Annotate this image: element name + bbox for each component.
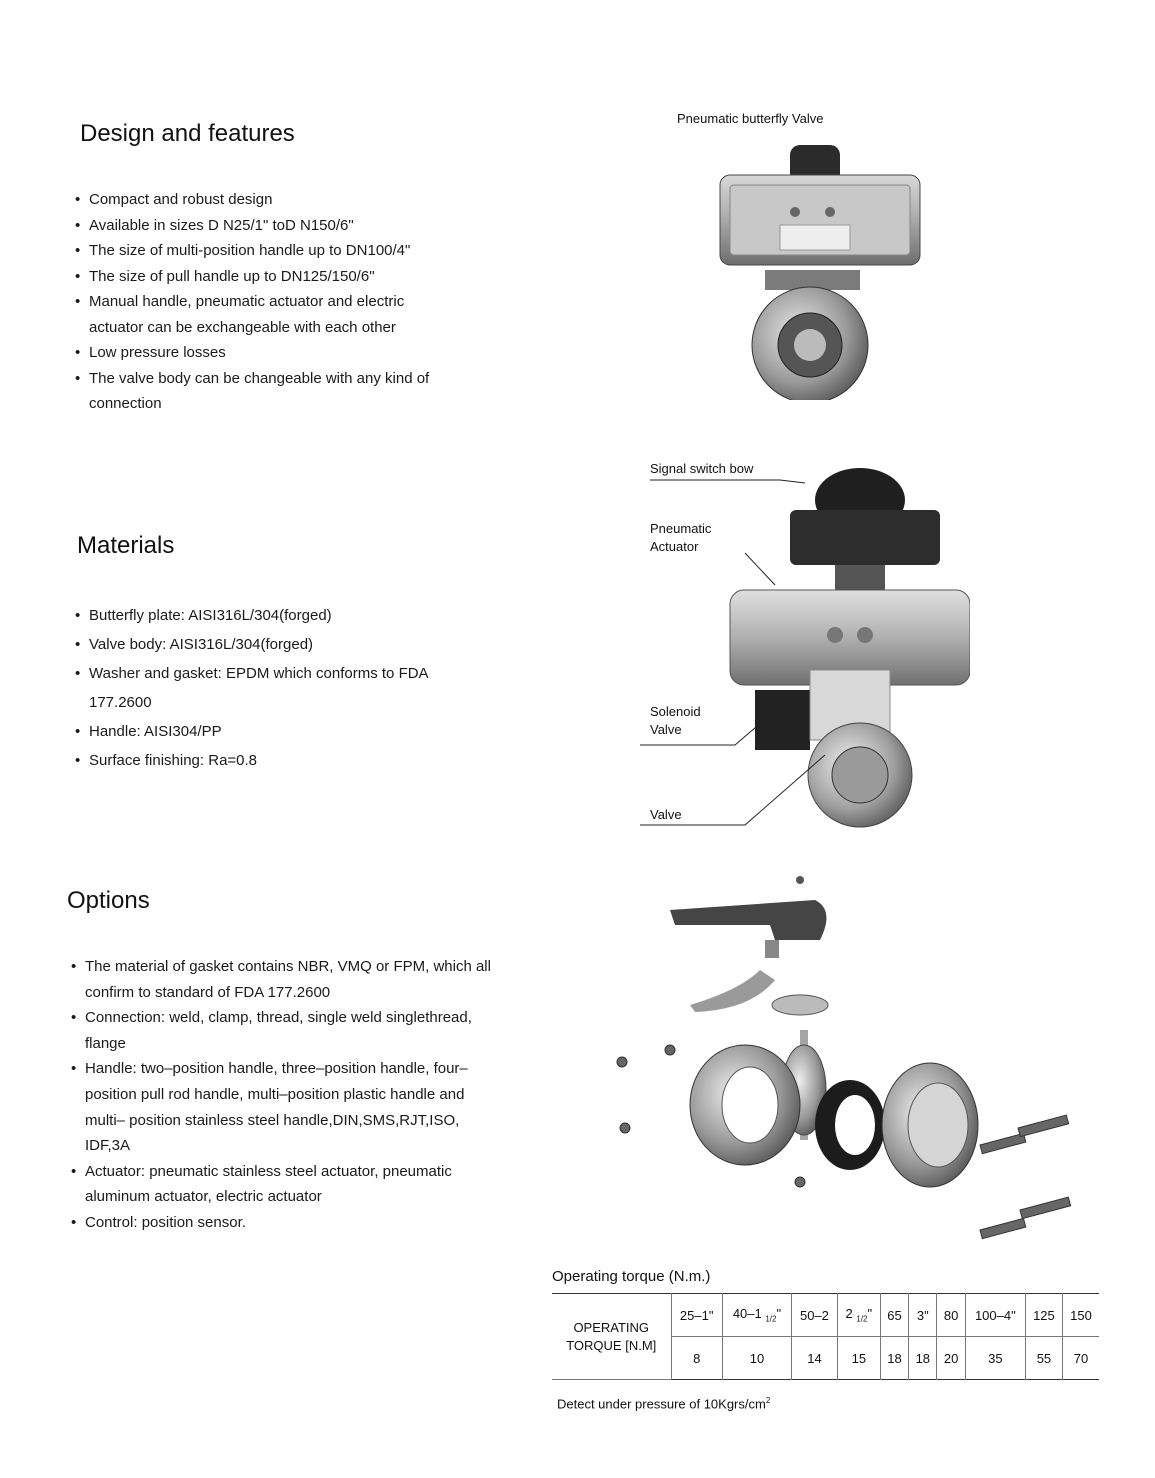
list-item: • Control: position sensor. bbox=[71, 1210, 491, 1236]
list-item: • Compact and robust design bbox=[75, 187, 455, 213]
size-cell: 25–1" bbox=[671, 1294, 722, 1337]
torque-value: 70 bbox=[1062, 1337, 1099, 1380]
torque-value: 18 bbox=[909, 1337, 937, 1380]
label-actuator-line2: Actuator bbox=[650, 539, 699, 554]
row-label-line2: TORQUE [N.M] bbox=[566, 1337, 657, 1353]
size-cell: 125 bbox=[1025, 1294, 1062, 1337]
torque-value: 35 bbox=[965, 1337, 1025, 1380]
size-cell: 2 $_{1/2}$" bbox=[837, 1294, 880, 1337]
torque-value: 8 bbox=[671, 1337, 722, 1380]
list-item: • Surface finishing: Ra=0.8 bbox=[75, 746, 435, 775]
list-item: • The size of multi-position handle up to DN100/4" bbox=[75, 238, 455, 264]
list-item: • Handle: two–position handle, three–position handle, four–position pull rod handle, multi–position plastic handle and multi– position stainless steel handle,DIN,SMS,RJT,ISO, IDF,3A bbox=[71, 1056, 491, 1158]
options-list bbox=[71, 954, 491, 1236]
list-item: • Available in sizes D N25/1" toD N150/6" bbox=[75, 213, 455, 239]
pneumatic-valve-illustration bbox=[700, 140, 940, 400]
torque-value: 15 bbox=[837, 1337, 880, 1380]
row-label-line1: OPERATING bbox=[573, 1319, 650, 1335]
list-item: • The size of pull handle up to DN125/150/6" bbox=[75, 264, 455, 290]
size-cell: 3" bbox=[909, 1294, 937, 1337]
list-item: • Low pressure losses bbox=[75, 340, 455, 366]
size-cell: 40–1 $_{1/2}$" bbox=[722, 1294, 791, 1337]
size-cell: 150 bbox=[1062, 1294, 1099, 1337]
torque-note: Detect under pressure of $10Kgrs/cm^2$ bbox=[557, 1396, 771, 1412]
list-item: • Washer and gasket: EPDM which conforms to FDA 177.2600 bbox=[75, 659, 435, 717]
list-item: • Actuator: pneumatic stainless steel actuator, pneumatic aluminum actuator, electric actuator bbox=[71, 1159, 491, 1210]
exploded-view-illustration bbox=[600, 870, 1090, 1250]
list-item: • Handle: AISI304/PP bbox=[75, 717, 435, 746]
list-item: • Butterfly plate: AISI316L/304(forged) bbox=[75, 601, 435, 630]
torque-value: 14 bbox=[792, 1337, 838, 1380]
label-solenoid-line2: Valve bbox=[650, 722, 682, 737]
label-solenoid-line1: Solenoid bbox=[650, 704, 701, 719]
torque-value: 18 bbox=[880, 1337, 908, 1380]
size-cell: 100–4" bbox=[965, 1294, 1025, 1337]
label-signal-switch: Signal switch bow bbox=[650, 461, 754, 476]
torque-table bbox=[552, 1293, 1099, 1380]
size-cell: 80 bbox=[937, 1294, 965, 1337]
table-row bbox=[552, 1294, 1099, 1337]
actuator-assembly-illustration bbox=[640, 455, 970, 845]
design-title: Design and features bbox=[80, 120, 295, 147]
list-item: • Connection: weld, clamp, thread, single weld singlethread, flange bbox=[71, 1005, 491, 1056]
torque-value: 55 bbox=[1025, 1337, 1062, 1380]
torque-title: Operating torque (N.m.) bbox=[552, 1268, 711, 1285]
list-item: • Valve body: AISI316L/304(forged) bbox=[75, 630, 435, 659]
size-cell: 65 bbox=[880, 1294, 908, 1337]
figure1-caption: Pneumatic butterfly Valve bbox=[677, 111, 824, 126]
label-valve: Valve bbox=[650, 807, 682, 822]
materials-list bbox=[75, 601, 435, 775]
options-title: Options bbox=[67, 887, 150, 914]
list-item: • The material of gasket contains NBR, VMQ or FPM, which all confirm to standard of FDA 177.2600 bbox=[71, 954, 491, 1005]
torque-value: 20 bbox=[937, 1337, 965, 1380]
row-label bbox=[552, 1294, 671, 1380]
torque-value: 10 bbox=[722, 1337, 791, 1380]
list-item: • The valve body can be changeable with any kind of connection bbox=[75, 366, 455, 417]
size-cell: 50–2 bbox=[792, 1294, 838, 1337]
design-list bbox=[75, 187, 455, 417]
list-item: • Manual handle, pneumatic actuator and electric actuator can be exchangeable with each other bbox=[75, 289, 455, 340]
materials-title: Materials bbox=[77, 532, 175, 559]
label-actuator-line1: Pneumatic bbox=[650, 521, 712, 536]
